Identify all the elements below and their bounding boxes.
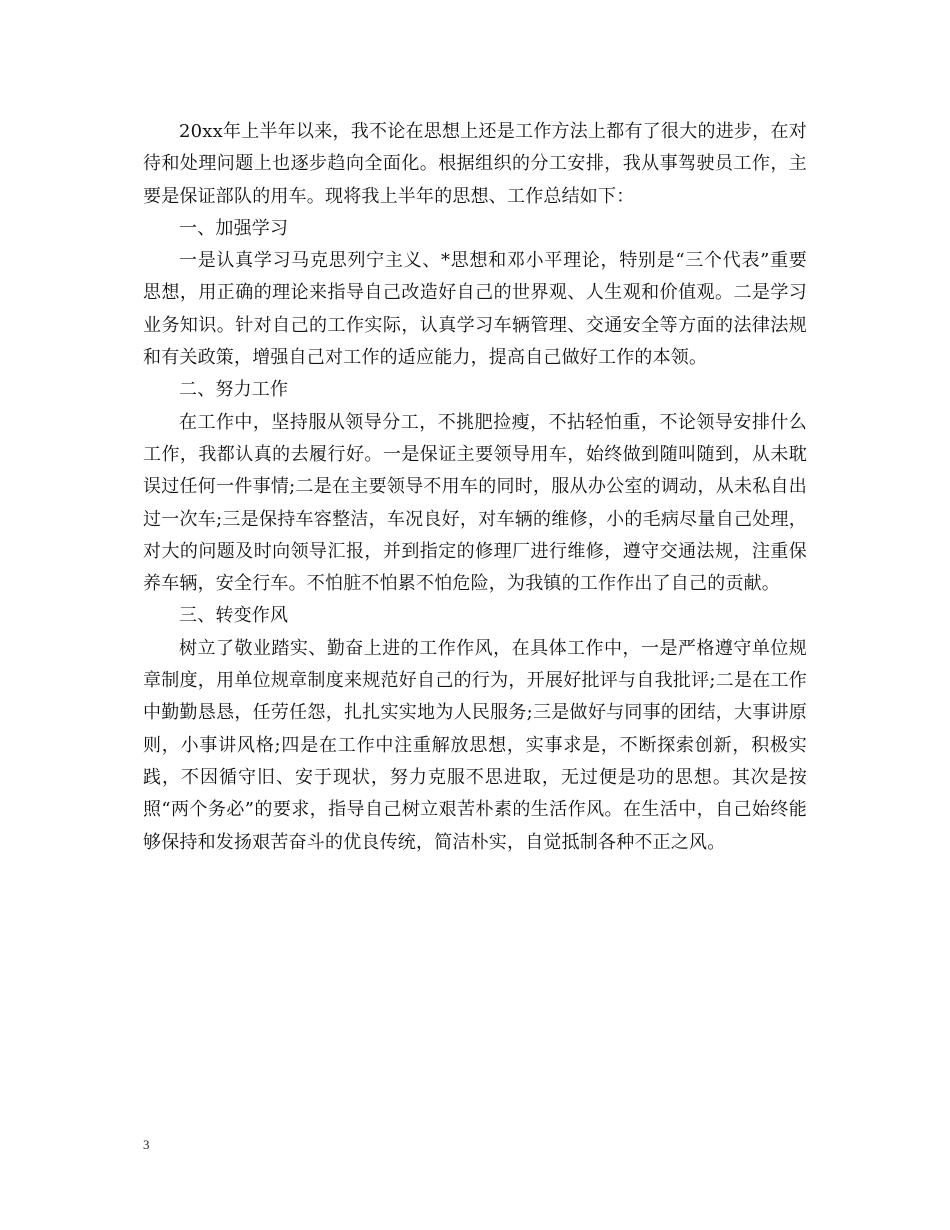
study-paragraph: 一是认真学习马克思列宁主义、*思想和邓小平理论，特别是“三个代表”重要思想，用正确的理论来指导自己改造好自己的世界观、人生观和价值观。二是学习业务知识。针对自己的工作实际，认真学习车辆管理、交通安全等方面的法律法规和有关政策，增强自己对工作的适应能力，提高自己做好工作的本领。	[143, 250, 807, 369]
document-body	[143, 116, 807, 859]
style-paragraph: 树立了敬业踏实、勤奋上进的工作作风，在具体工作中，一是严格遵守单位规章制度，用单位规章制度来规范好自己的行为，开展好批评与自我批评;二是在工作中勤勤恳恳，任劳任怨，扎扎实实地为人民服务;三是做好与同事的团结，大事讲原则，小事讲风格;四是在工作中注重解放思想，实事求是，不断探索创新，积极实践，不因循守旧、安于现状，努力克服不思进取，无过便是功的思想。其次是按照“两个务必”的要求，指导自己树立艰苦朴素的生活作风。在生活中，自己始终能够保持和发扬艰苦奋斗的优良传统，简洁朴实，自觉抵制各种不正之风。	[143, 637, 807, 853]
section-heading-style: 三、转变作风	[179, 605, 289, 627]
section-heading-study: 一、加强学习	[179, 217, 289, 239]
page-number: 3	[143, 1137, 150, 1152]
work-paragraph: 在工作中，坚持服从领导分工，不挑肥捡瘦，不拈轻怕重，不论领导安排什么工作，我都认真的去履行好。一是保证主要领导用车，始终做到随叫随到，从未耽误过任何一件事情;二是在主要领导不用车的同时，服从办公室的调动，从未私自出过一次车;三是保持车容整洁，车况良好，对车辆的维修，小的毛病尽量自己处理，对大的问题及时向领导汇报，并到指定的修理厂进行维修，遵守交通法规，注重保养车辆，安全行车。不怕脏不怕累不怕危险，为我镇的工作作出了自己的贡献。	[143, 411, 807, 595]
intro-paragraph: 20xx年上半年以来，我不论在思想上还是工作方法上都有了很大的进步，在对待和处理问题上也逐步趋向全面化。根据组织的分工安排，我从事驾驶员工作，主要是保证部队的用车。现将我上半年的思想、工作总结如下：	[143, 121, 807, 207]
section-heading-work: 二、努力工作	[179, 379, 289, 401]
